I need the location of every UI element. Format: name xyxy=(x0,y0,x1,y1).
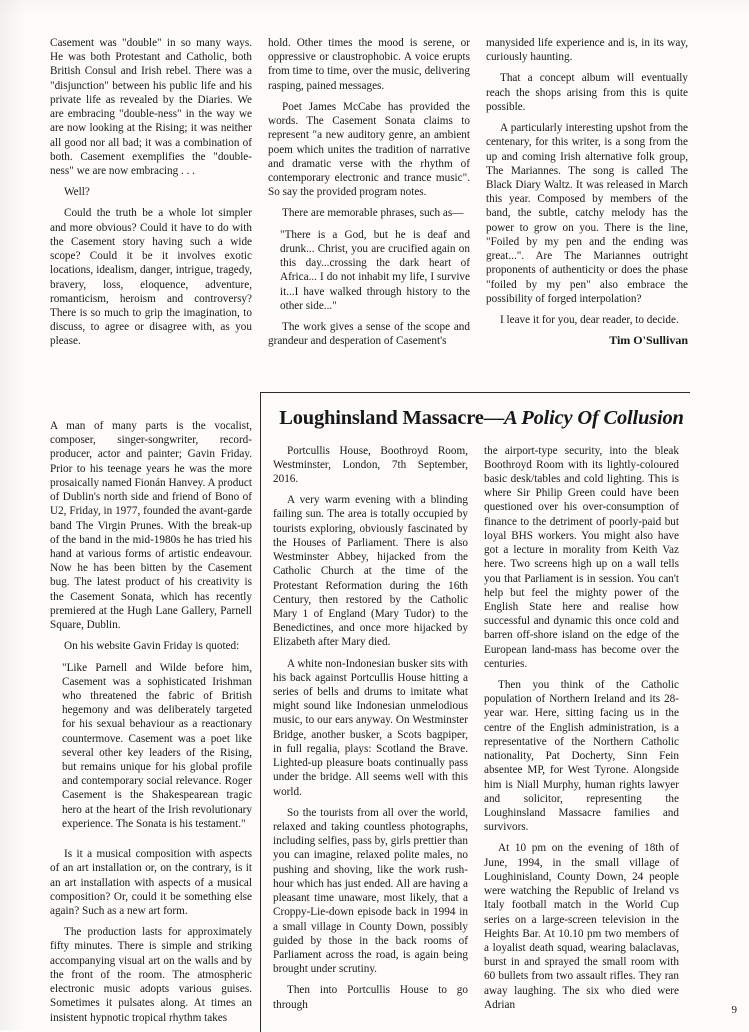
top-article xyxy=(50,36,690,349)
paragraph: Portcullis House, Boothroyd Room, Westminster, London, 7th September, 2016. xyxy=(273,444,468,485)
paragraph: Then you think of the Catholic population of Northern Ireland and its 28-year war. Here, sitting facing us in the centre of the English administration, is a representative of the Northern Catholic nationality, Pat Docherty, Sinn Fein absentee MP, for West Tyrone. Alongside him is Niall Murphy, human rights lawyer and solicitor, representing the Loughinsland Massacre families and survivors. xyxy=(484,679,679,834)
pull-quote: "Like Parnell and Wilde before him, Casement was a sophisticated Irishman who threatened the fabric of British hegemony and was deliberately targeted for his sexual behaviour as a reactionary countermove. Casement was a poet like several other key leaders of the Rising, but remains unique for his global profile and contemporary social relevance. Roger Casement is the Shakespearean tragic hero at the heart of the Irish revolutionary experience. The Sonata is his testament." xyxy=(62,661,252,830)
paragraph: Then into Portcullis House to go through xyxy=(273,984,468,1011)
paragraph: A very warm evening with a blinding failing sun. The area is totally occupied by tourists exploring, obviously fascinated by the Houses of Parliament. There is also Westminster Abbey, hijacked from the Catholic Church at the time of the Protestant Reformation during the 16th Century, then restored by the Catholic Mary 1 of England (Mary Tudor) to the Benedictines, and once more hijacked by Elizabeth after Mary died. xyxy=(273,494,468,649)
feature-title-plain: Loughinsland Massacre— xyxy=(279,407,504,429)
top-column-1 xyxy=(50,36,252,349)
paragraph: Well? xyxy=(64,186,90,199)
paragraph: manysided life experience and is, in its way, curiously haunting. xyxy=(486,37,688,64)
lower-left-column xyxy=(50,419,252,1025)
paragraph: Poet James McCabe has provided the words. The Casement Sonata claims to represent "a new auditory genre, an ambient poem which unites the tradition of narrative and dramatic verse with the rhythm of contemporary electronic and trance music". So say the provided program notes. xyxy=(268,100,470,199)
paragraph: On his website Gavin Friday is quoted: xyxy=(64,640,240,653)
feature-column-2 xyxy=(484,444,679,1013)
paragraph: The production lasts for approximately fifty minutes. There is simple and striking accompanying visual art on the walls and by the front of the room. The atmospheric electronic music adopts various guises. Sometimes it pulsates along. At times an insistent hypnotic tropical rhythm takes xyxy=(50,926,252,1024)
article-byline: Tim O'Sullivan xyxy=(609,333,688,348)
paragraph: A man of many parts is the vocalist, composer, singer-songwriter, record-producer, actor and painter; Gavin Friday. Prior to his teenage years he was the more prosaically named Fionán Hanvey. A product of Dublin's north side and friend of Bono of U2, Friday, in 1977, founded the avant-garde band The Virgin Prunes. With the break-up of the band in the mid-1980s he has tried his hand at various forms of artistic endeavour. Now he has been bitten by the Casement bug. The latest product of his creativity is the Casement Sonata, which has recently premiered at the Hugh Lane Gallery, Parnell Square, Dublin. xyxy=(50,420,252,632)
page-content xyxy=(50,36,690,1024)
paragraph: A white non-Indonesian busker sits with his back against Portcullis House hitting a series of bells and drums to imitate what might sound like Indonesian unmelodious music, to our ears anyway. On Westminster Bridge, another busker, a Scots bagpiper, in full regalia, plays: Scotland the Brave. Lighted-up pleasure boats continually pass under the bridge. All seems well with this world. xyxy=(273,657,468,798)
paragraph: hold. Other times the mood is serene, or oppressive or claustrophobic. A voice erupts from time to time, over the music, delivering rasping, pained messages. xyxy=(268,37,470,92)
paragraph: Casement was "double" in so many ways. He was both Protestant and Catholic, both British Consul and Irish rebel. There was a "disjunction" between his public life and his private life as revealed by the Diaries. We are embracing "double-ness" in the way we are now looking at the Rising; it was neither all good nor all bad; it was a combination of both. Casement exemplifies the "double-ness" we are now embracing . . . xyxy=(50,37,252,177)
paragraph: Could the truth be a whole lot simpler and more obvious? Could it have to do with the Casement story having such a wide scope? Could it be it involves exotic locations, idealism, danger, intrigue, tragedy, bravery, loss, eloquence, adventure, romanticism, heroism and controversy? There is so much to grip the imagination, to discuss, to agree or disagree with, as you please. xyxy=(50,207,252,348)
paragraph: The work gives a sense of the scope and grandeur and desperation of Casement's xyxy=(268,320,470,348)
feature-title-italic: A Policy Of Collusion xyxy=(504,407,684,429)
paragraph: Is it a musical composition with aspects of an art installation or, on the contrary, is it an art installation with aspects of a musical composition? Or, could it be something else again? Such as a new art form. xyxy=(50,848,252,917)
feature-article xyxy=(260,392,690,1032)
paragraph: That a concept album will eventually reach the shops arising from this is quite possible. xyxy=(486,72,688,113)
paragraph: I leave it for you, dear reader, to decide. xyxy=(500,313,679,326)
top-column-2 xyxy=(268,36,470,349)
top-column-3 xyxy=(486,36,688,349)
feature-column-1 xyxy=(273,444,468,1013)
paragraph: A particularly interesting upshot from the centenary, for this writer, is a song from the up and coming Irish alternative folk group, The Mariannes. The song is called The Black Diary Waltz. It was released in March this year. Composed by members of the band, the subtle, catchy melody has the power to grow on you. There is the line, "Foiled by my pen and the ending was great...". Are The Mariannes outright proponents of authenticity or does the phase "foiled by my pen" also embrace the possibility of forged interpolation? xyxy=(486,122,688,305)
feature-columns xyxy=(273,444,690,1013)
feature-title xyxy=(273,407,690,430)
paragraph: So the tourists from all over the world, relaxed and taking countless photographs, including selfies, pass by, girls prettier than you can imagine, relaxed polite males, no pushing and shoving, like the work rush-hour which has just ended. All are having a pleasant time unaware, most likely, that a Croppy-Lie-down episode back in 1994 in a small village in County Down, possibly guided by those in the back rooms of Parliament across the road, is again being brought under scrutiny. xyxy=(273,806,468,976)
pull-quote: "There is a God, but he is deaf and drunk... Christ, you are crucified again on this day...crossing the dark heart of Africa... I do not inhabit my life, I survive it...I have walked through history to the other side..." xyxy=(280,228,470,312)
paragraph: At 10 pm on the evening of 18th of June, 1994, in the small village of Loughinisland, County Down, 24 people were watching the Republic of Ireland vs Italy football match in the World Cup series on a large-screen television in the Heights Bar. At 10.10 pm two members of a loyalist death squad, wearing balaclavas, burst in and sprayed the small room with 60 bullets from two assault rifles. They ran away laughing. The six who died were Adrian xyxy=(484,842,679,1011)
paragraph: There are memorable phrases, such as— xyxy=(282,207,464,220)
page-number: 9 xyxy=(731,1004,737,1016)
paragraph: the airport-type security, into the bleak Boothroyd Room with its lightly-coloured basic desk/tables and cold lighting. This is where Sir Philip Green could have been questioned over his over-consumption of finance to the detriment of poorly-paid but loyal BHS workers. You might also have got a lecture in morality from Keith Vaz here. Two screens high up on a wall tells you that Parliament is in session. You can't help but feel the mighty power of the English State here and realise how successful and dynamic this once cold and barren off-shore island on the edge of the European land-mass has become over the centuries. xyxy=(484,444,679,670)
